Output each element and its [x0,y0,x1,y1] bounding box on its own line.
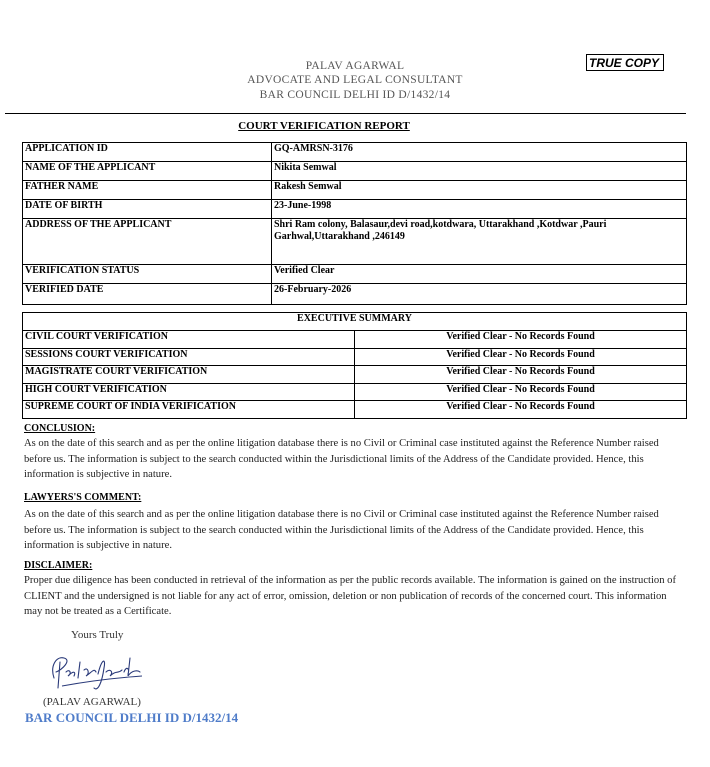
disclaimer-heading: DISCLAIMER: [24,560,93,571]
summary-value: Verified Clear - No Records Found [355,366,687,384]
detail-label: DATE OF BIRTH [23,200,272,219]
detail-value: Verified Clear [272,265,687,284]
detail-row-date-of-birth [23,200,687,219]
lawyers-comment-heading: LAWYERS'S COMMENT: [24,492,142,503]
signatory-bar-id: BAR COUNCIL DELHI ID D/1432/14 [25,710,239,725]
conclusion-text: As on the date of this search and as per the online litigation database there is no Civil or Criminal case instituted against the Reference Number raised before us. The information is subject to the search conducted within the Jurisdictional limits of the Address of the Candidate provided. Hence, this information is subjective in nature. [24,438,659,481]
conclusion-heading: CONCLUSION: [24,423,96,434]
summary-row [23,331,687,349]
report-title: COURT VERIFICATION REPORT [238,120,410,132]
summary-value: Verified Clear - No Records Found [355,348,687,366]
detail-row-father-name [23,181,687,200]
detail-label: VERIFICATION STATUS [23,265,272,284]
detail-value: Rakesh Semwal [272,181,687,200]
detail-value: 23-June-1998 [272,200,687,219]
detail-row-verification-status [23,265,687,284]
detail-label: NAME OF THE APPLICANT [23,162,272,181]
advocate-bar-id: BAR COUNCIL DELHI ID D/1432/14 [259,89,451,101]
detail-row-applicant-name [23,162,687,181]
summary-label: HIGH COURT VERIFICATION [23,383,355,401]
detail-row-verified-date [23,284,687,305]
detail-value: Shri Ram colony, Balasaur,devi road,kotdwara, Uttarakhand ,Kotdwar ,Pauri Garhwal,Uttarakhand ,246149 [272,219,687,265]
summary-value: Verified Clear - No Records Found [355,331,687,349]
summary-label: MAGISTRATE COURT VERIFICATION [23,366,355,384]
detail-row-application-id [23,143,687,162]
detail-row-address [23,219,687,265]
detail-label: VERIFIED DATE [23,284,272,305]
summary-row [23,383,687,401]
detail-label: FATHER NAME [23,181,272,200]
disclaimer-text: Proper due diligence has been conducted in retrieval of the information as per the public records available. The information is gained on the instruction of CLIENT and the undersigned is not liable for any act of error, omission, deletion or non publication of records of the concerned court. This information may not be treated as a Certificate. [24,575,676,618]
advocate-designation: ADVOCATE AND LEGAL CONSULTANT [247,74,463,86]
summary-label: SUPREME COURT OF INDIA VERIFICATION [23,401,355,419]
detail-value: Nikita Semwal [272,162,687,181]
summary-heading: EXECUTIVE SUMMARY [23,313,687,331]
detail-label: ADDRESS OF THE APPLICANT [23,219,272,265]
detail-value: GQ-AMRSN-3176 [272,143,687,162]
summary-label: CIVIL COURT VERIFICATION [23,331,355,349]
lawyers-comment-text: As on the date of this search and as per the online litigation database there is no Civil or Criminal case instituted against the Reference Number raised before us. The information is subject to the search conducted within the Jurisdictional limits of the Address of the Candidate provided. Hence, this information is subjective in nature. [24,509,659,552]
detail-value: 26-February-2026 [272,284,687,305]
applicant-details-table [22,142,687,305]
advocate-name: PALAV AGARWAL [305,60,405,72]
summary-heading-row [23,313,687,331]
handwritten-signature [44,648,144,692]
closing-salutation: Yours Truly [71,629,124,641]
summary-label: SESSIONS COURT VERIFICATION [23,348,355,366]
summary-value: Verified Clear - No Records Found [355,401,687,419]
summary-row [23,401,687,419]
summary-row [23,348,687,366]
header-divider [5,113,686,114]
summary-row [23,366,687,384]
true-copy-stamp: TRUE COPY [586,54,664,71]
summary-value: Verified Clear - No Records Found [355,383,687,401]
executive-summary-table [22,312,687,419]
detail-label: APPLICATION ID [23,143,272,162]
signatory-name: (PALAV AGARWAL) [43,696,141,708]
